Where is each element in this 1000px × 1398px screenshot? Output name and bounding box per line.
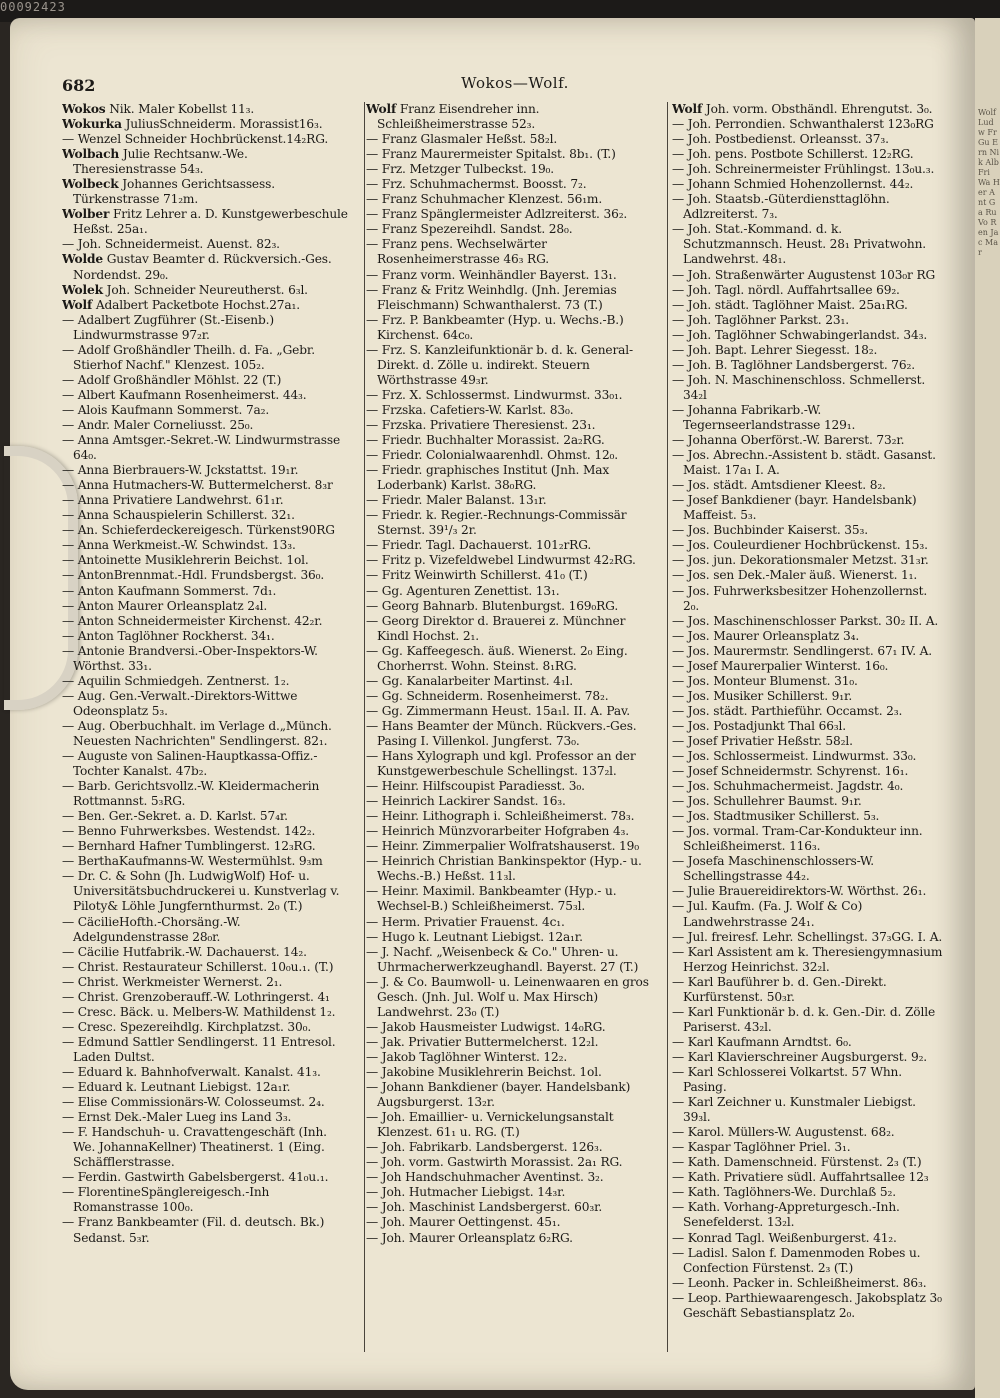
- directory-entry: — Gg. Kaffeegesch. äuß. Wienerst. 2₀ Eing. Chorherrst. Wohn. Steinst. 8₁RG.: [366, 643, 628, 673]
- surname: Wolbach: [62, 147, 120, 162]
- directory-entry: — Kaspar Taglöhner Priel. 3₁.: [672, 1140, 851, 1155]
- directory-entry: — CäcilieHofth.-Chorsäng.-W. Adelgundenstrasse 28₀r.: [62, 914, 241, 944]
- directory-entry: — Joh Handschuhmacher Aventinst. 3₂.: [366, 1170, 604, 1185]
- directory-entry: — Joh. Schreinermeister Frühlingst. 13₀u.₃.: [672, 162, 935, 177]
- directory-entry: — Josef Bankdiener (bayr. Handelsbank) Maffeist. 5₃.: [672, 493, 917, 523]
- directory-entry: — Josefa Maschinenschlossers-W. Schellingstrasse 44₂.: [672, 854, 874, 884]
- directory-entry: — Heinr. Hilfscoupist Paradiesst. 3₀.: [366, 779, 585, 794]
- directory-entry: — J. & Co. Baumwoll- u. Leinenwaaren en gros Gesch. (Jnh. Jul. Wolf u. Max Hirsch) Landwehrst. 23₀ (T.): [366, 974, 649, 1019]
- directory-entry: — Georg Bahnarb. Blutenburgst. 169₀RG.: [366, 598, 619, 613]
- directory-entry: — Jos. Buchbinder Kaiserst. 35₃.: [672, 523, 868, 538]
- directory-entry: — Jakob Taglöhner Winterst. 12₂.: [366, 1049, 568, 1064]
- directory-entry: — Hugo k. Leutnant Liebigst. 12a₁r.: [366, 929, 583, 944]
- directory-entry: — Frz. X. Schlossermst. Lindwurmst. 33₀₁.: [366, 387, 623, 402]
- directory-entry: — Frz. P. Bankbeamter (Hyp. u. Wechs.-B.) Kirchenst. 64c₀.: [366, 312, 624, 342]
- directory-entry: Wolf Adalbert Packetbote Hochst.27a₁.: [62, 297, 300, 312]
- directory-entry: — Dr. C. & Sohn (Jh. LudwigWolf) Hof- u. Universitätsbuchdruckerei u. Kunstverlag v. Piloty& Löhle Jungfernthurmst. 2₀ (T.): [62, 869, 340, 914]
- directory-entry: — Ben. Ger.-Sekret. a. D. Karlst. 57₄r.: [62, 809, 288, 824]
- directory-entry: — Franz Maurermeister Spitalst. 8b₁. (T.): [366, 147, 616, 162]
- directory-entry: — Friedr. graphisches Institut (Jnh. Max Loderbank) Karlst. 38₀RG.: [366, 463, 610, 493]
- directory-entry: — Friedr. Colonialwaarenhdl. Ohmst. 12₀.: [366, 448, 619, 463]
- directory-entry: — Ladisl. Salon f. Damenmoden Robes u. Confection Fürstenst. 2₃ (T.): [672, 1245, 921, 1275]
- surname: Wolbeck: [62, 177, 119, 192]
- directory-entry: — Joh. Hutmacher Liebigst. 14₃r.: [366, 1185, 566, 1200]
- directory-entry: — Frzska. Privatiere Theresienst. 23₁.: [366, 417, 596, 432]
- directory-entry: — Elise Commissionärs-W. Colosseumst. 2₄.: [62, 1095, 325, 1110]
- column-divider: [667, 102, 668, 1352]
- directory-entry: — Karl Funktionär b. d. k. Gen.-Dir. d. Zölle Pariserst. 43₂l.: [672, 1004, 936, 1034]
- directory-entry: — Fritz Weinwirth Schillerst. 41₀ (T.): [366, 568, 588, 583]
- directory-entry: — Heinrich Münzvorarbeiter Hofgraben 4₃.: [366, 824, 630, 839]
- directory-entry: — Joh. Taglöhner Parkst. 23₁.: [672, 312, 849, 327]
- directory-entry: — Jos. Musiker Schillerst. 9₁r.: [672, 688, 853, 703]
- directory-entry: — Franz & Fritz Weinhdlg. (Jnh. Jeremias Fleischmann) Schwanthalerst. 73 (T.): [366, 282, 617, 312]
- directory-entry: — Konrad Tagl. Weißenburgerst. 41₂.: [672, 1230, 897, 1245]
- directory-entry: — Kath. Vorhang-Appreturgesch.-Inh. Senefelderst. 13₂l.: [672, 1200, 900, 1230]
- directory-entry: — FlorentineSpänglereigesch.-Inh Romanstrasse 100₀.: [62, 1185, 270, 1215]
- directory-entry: — Hans Beamter der Münch. Rückvers.-Ges. Pasing I. Villenkol. Jungferst. 73₀.: [366, 718, 637, 748]
- directory-entry: — Joh. Schneidermeist. Auenst. 82₃.: [62, 237, 280, 252]
- directory-entry: — Jos. Maurermstr. Sendlingerst. 67₁ IV. A.: [672, 643, 933, 658]
- directory-entry: — Fritz p. Vizefeldwebel Lindwurmst 42₂RG.: [366, 553, 636, 568]
- directory-entry: — Barb. Gerichtsvollz.-W. Kleidermacherin Rottmannst. 5₃RG.: [62, 779, 320, 809]
- directory-entry: Wolbach Julie Rechtsanw.-We. Theresienstrasse 54₃.: [62, 147, 248, 177]
- directory-entry: — Joh. Maurer Orleansplatz 6₂RG.: [366, 1230, 573, 1245]
- surname: Wokurka: [62, 117, 122, 132]
- directory-entry: — Joh. Postbedienst. Orleansst. 37₃.: [672, 132, 889, 147]
- directory-entry: — Josef Maurerpalier Winterst. 16₀.: [672, 658, 889, 673]
- directory-entry: — Jos. Schuhmachermeist. Jagdstr. 4₀.: [672, 779, 904, 794]
- directory-entry: — Anna Schauspielerin Schillerst. 32₁.: [62, 508, 295, 523]
- directory-entry: Wokurka JuliusSchneiderm. Morassist16₃.: [62, 117, 323, 132]
- directory-entry: — Jos. städt. Amtsdiener Kleest. 8₂.: [672, 478, 886, 493]
- directory-entry: — Jakob Hausmeister Ludwigst. 14₀RG.: [366, 1019, 606, 1034]
- directory-entry: — Heinrich Lackirer Sandst. 16₃.: [366, 794, 566, 809]
- directory-entry: Wolek Joh. Schneider Neureutherst. 6₃l.: [62, 282, 308, 297]
- directory-entry: — Adalbert Zugführer (St.-Eisenb.) Lindwurmstrasse 97₂r.: [62, 312, 274, 342]
- directory-entry: — Anton Taglöhner Rockherst. 34₁.: [62, 628, 275, 643]
- directory-entry: — Wenzel Schneider Hochbrückenst.14₂RG.: [62, 132, 329, 147]
- directory-entry: — Friedr. k. Regier.-Rechnungs-Commissär Sternst. 39¹/₃ 2r.: [366, 508, 627, 538]
- directory-entry: — Anna Privatiere Landwehrst. 61₁r.: [62, 493, 284, 508]
- directory-entry: — Jos. Maschinenschlosser Parkst. 30₂ II. A.: [672, 613, 939, 628]
- directory-entry: — Aug. Gen.-Verwalt.-Direktors-Wittwe Odeonsplatz 5₃.: [62, 688, 298, 718]
- directory-entry: — Aug. Oberbuchhalt. im Verlage d.„Münch. Neuesten Nachrichten" Sendlingerst. 82₁.: [62, 718, 332, 748]
- directory-entry: — Josef Schneidermstr. Schyrenst. 16₁.: [672, 764, 909, 779]
- directory-entry: — Karl Klavierschreiner Augsburgerst. 9₂.: [672, 1049, 928, 1064]
- directory-entry: — Joh. vorm. Gastwirth Morassist. 2a₁ RG.: [366, 1155, 623, 1170]
- directory-entry: — Cresc. Spezereihdlg. Kirchplatzst. 30₀.: [62, 1019, 312, 1034]
- directory-entry: — Eduard k. Leutnant Liebigst. 12a₁r.: [62, 1080, 291, 1095]
- directory-entry: — Franz Schuhmacher Klenzest. 56₁m.: [366, 192, 603, 207]
- directory-entry: — Frz. Metzger Tulbeckst. 19₀.: [366, 162, 555, 177]
- directory-entry: — Franz Spezereihdl. Sandst. 28₀.: [366, 222, 573, 237]
- directory-entry: — Ferdin. Gastwirth Gabelsbergerst. 41₀u.₁.: [62, 1170, 329, 1185]
- directory-entry: — Heinr. Lithograph i. Schleißheimerst. 78₃.: [366, 809, 635, 824]
- directory-entry: — Ernst Dek.-Maler Lueg ins Land 3₃.: [62, 1110, 292, 1125]
- surname: Wolf: [672, 102, 703, 116]
- directory-entry: — An. Schieferdeckereigesch. Türkenst90RG: [62, 523, 335, 538]
- surname: Wolber: [62, 207, 110, 222]
- directory-entry: — Joh. Stat.-Kommand. d. k. Schutzmannsch. Heust. 28₁ Privatwohn. Landwehrst. 48₁.: [672, 222, 927, 267]
- directory-entry: — Jul. Kaufm. (Fa. J. Wolf & Co) Landwehrstrasse 24₁.: [672, 899, 863, 929]
- directory-entry: — BerthaKaufmanns-W. Westermühlst. 9₃m: [62, 854, 323, 869]
- directory-entry: — Adolf Großhändler Theilh. d. Fa. „Gebr. Stierhof Nachf." Klenzest. 105₂.: [62, 342, 315, 372]
- directory-entry: — Antonie Brandversi.-Ober-Inspektors-W. Wörthst. 33₁.: [62, 643, 318, 673]
- directory-entry: — Bernhard Hafner Tumblingerst. 12₃RG.: [62, 839, 316, 854]
- directory-entry: — Joh. Maschinist Landsbergerst. 60₃r.: [366, 1200, 603, 1215]
- directory-entry: — Jos. Abrechn.-Assistent b. städt. Gasanst. Maist. 17a₁ I. A.: [672, 448, 936, 478]
- directory-entry: — Jakobine Musiklehrerin Beichst. 1ol.: [366, 1065, 602, 1079]
- directory-entry: — Joh. Staatsb.-Güterdiensttaglöhn. Adlzreiterst. 7₃.: [672, 192, 890, 222]
- directory-entry: — Eduard k. Bahnhofverwalt. Kanalst. 41₃.: [62, 1065, 321, 1079]
- directory-entry: — Joh. Taglöhner Schwabingerlandst. 34₃.: [672, 327, 928, 342]
- directory-entry: — Christ. Werkmeister Wernerst. 2₁.: [62, 974, 283, 989]
- directory-entry: — Joh. Perrondien. Schwanthalerst 123₀RG: [672, 117, 934, 132]
- directory-entry: — Franz Spänglermeister Adlzreiterst. 36₂.: [366, 207, 628, 222]
- directory-entry: — F. Handschuh- u. Cravattengeschäft (Inh. We. JohannaKellner) Theatinerst. 1 (Eing. Schäfflerstrasse.: [62, 1125, 327, 1170]
- directory-entry: — Cresc. Bäck. u. Melbers-W. Mathildenst 1₂.: [62, 1004, 336, 1019]
- directory-entry: — Andr. Maler Corneliusst. 25₀.: [62, 417, 254, 432]
- directory-entry: — Joh. Maurer Oettingenst. 45₁.: [366, 1215, 561, 1230]
- directory-entry: — Jos. Fuhrwerksbesitzer Hohenzollernst. 2₀.: [672, 583, 928, 613]
- directory-entry: — Adolf Großhändler Möhlst. 22 (T.): [62, 372, 282, 387]
- directory-entry: — Frz. S. Kanzleifunktionär b. d. k. General-Direkt. d. Zölle u. indirekt. Steuern Wörthstrasse 49₃r.: [366, 342, 633, 387]
- directory-entry: — Jak. Privatier Buttermelcherst. 12₂l.: [366, 1034, 599, 1049]
- directory-entry: — Jos. Schlossermeist. Lindwurmst. 33₀.: [672, 749, 917, 764]
- surname: Wolf: [62, 297, 93, 312]
- directory-entry: — Joh. Straßenwärter Augustenst 103₀r RG: [672, 267, 936, 282]
- directory-entry: — Frzska. Cafetiers-W. Karlst. 83₀.: [366, 402, 574, 417]
- directory-column-1: [62, 102, 362, 1372]
- directory-entry: — Franz pens. Wechselwärter Rosenheimerstrasse 46₃ RG.: [366, 237, 549, 267]
- directory-entry: — Kath. Taglöhners-We. Durchlaß 5₂.: [672, 1185, 896, 1200]
- directory-entry: — Joh. städt. Taglöhner Maist. 25a₁RG.: [672, 297, 908, 312]
- directory-entry: — Anton Kaufmann Sommerst. 7d₁.: [62, 583, 277, 598]
- directory-entry: — Christ. Restaurateur Schillerst. 10₀u.₁. (T.): [62, 959, 334, 974]
- scan-id-label: 00092423: [0, 0, 66, 14]
- directory-entry: — Anna Hutmachers-W. Buttermelcherst. 8₃r: [62, 478, 333, 493]
- directory-entry: — Karl Zeichner u. Kunstmaler Liebigst. 39₃l.: [672, 1095, 916, 1125]
- directory-entry: — Edmund Sattler Sendlingerst. 11 Entresol. Laden Dultst.: [62, 1034, 336, 1064]
- directory-entry: — Friedr. Buchhalter Morassist. 2a₂RG.: [366, 433, 605, 448]
- column-divider: [364, 102, 365, 1352]
- directory-entry: — Alois Kaufmann Sommerst. 7a₂.: [62, 402, 270, 417]
- running-header: Wokos—Wolf.: [461, 74, 569, 92]
- next-page-edge: [975, 18, 1000, 1398]
- directory-entry: — Karl Schlosserei Volkartst. 57 Whn. Pasing.: [672, 1065, 902, 1095]
- directory-entry: — Albert Kaufmann Rosenheimerst. 44₃.: [62, 387, 307, 402]
- directory-entry: — Herm. Privatier Frauenst. 4c₁.: [366, 914, 565, 929]
- directory-entry: — Gg. Agenturen Zenettist. 13₁.: [366, 583, 560, 598]
- directory-column-2: [366, 102, 660, 1372]
- surname: Wolde: [62, 252, 103, 267]
- directory-entry: Wolde Gustav Beamter d. Rückversich.-Ges. Nordendst. 29₀.: [62, 252, 332, 282]
- directory-entry: — Joh. Tagl. nördl. Auffahrtsallee 69₂.: [672, 282, 900, 297]
- directory-entry: — J. Nachf. „Weisenbeck & Co." Uhren- u. Uhrmacherwerkzeughandl. Bayerst. 27 (T.): [366, 944, 639, 974]
- directory-entry: — Johann Bankdiener (bayer. Handelsbank) Augsburgerst. 13₂r.: [366, 1080, 631, 1110]
- directory-entry: — Jos. jun. Dekorationsmaler Metzst. 31₃r.: [672, 553, 929, 568]
- directory-column-3: [672, 102, 954, 1372]
- directory-entry: — Anna Bierbrauers-W. Jckstattst. 19₁r.: [62, 463, 299, 478]
- directory-entry: — Franz Glasmaler Heßst. 58₂l.: [366, 132, 558, 147]
- directory-entry: Wolf Franz Eisendreher inn. Schleißheimerstrasse 52₃.: [366, 102, 540, 132]
- directory-entry: — Joh. B. Taglöhner Landsbergerst. 76₂.: [672, 357, 915, 372]
- directory-entry: Wolber Fritz Lehrer a. D. Kunstgewerbeschule Heßst. 25a₁.: [62, 207, 348, 237]
- directory-entry: — Heinr. Zimmerpalier Wolfratshauserst. 19₀: [366, 839, 639, 854]
- directory-entry: — Joh. pens. Postbote Schillerst. 12₂RG.: [672, 147, 914, 162]
- directory-entry: — Joh. Fabrikarb. Landsbergerst. 126₃.: [366, 1140, 603, 1155]
- directory-entry: — Frz. Schuhmachermst. Boosst. 7₂.: [366, 177, 587, 192]
- directory-entry: Wolf Joh. vorm. Obsthändl. Ehrengutst. 3₀.: [672, 102, 933, 116]
- directory-entry: — Georg Direktor d. Brauerei z. Münchner Kindl Hochst. 2₁.: [366, 613, 626, 643]
- directory-entry: — Karl Bauführer b. d. Gen.-Direkt. Kurfürstenst. 50₃r.: [672, 974, 887, 1004]
- directory-entry: — Gg. Zimmermann Heust. 15a₁l. II. A. Pav.: [366, 703, 631, 718]
- directory-entry: — Antoinette Musiklehrerin Beichst. 1ol.: [62, 553, 309, 568]
- directory-entry: — Heinrich Christian Bankinspektor (Hyp.- u. Wechs.-B.) Heßst. 11₃l.: [366, 854, 642, 884]
- directory-entry: — Anton Maurer Orleansplatz 2₄l.: [62, 598, 268, 613]
- directory-entry: — Johanna Oberförst.-W. Barerst. 73₂r.: [672, 433, 905, 448]
- directory-entry: — Anton Schneidermeister Kirchenst. 42₂r.: [62, 613, 323, 628]
- directory-entry: — Auguste von Salinen-Hauptkassa-Offiz.-Tochter Kanalst. 47b₂.: [62, 749, 318, 779]
- directory-entry: — Jos. Couleurdiener Hochbrückenst. 15₃.: [672, 538, 928, 553]
- directory-entry: — Friedr. Maler Balanst. 13₁r.: [366, 493, 547, 508]
- directory-entry: — Aquilin Schmiedgeh. Zentnerst. 1₂.: [62, 673, 290, 688]
- directory-entry: — Karl Assistent am k. Theresiengymnasium Herzog Heinrichst. 32₂l.: [672, 944, 943, 974]
- directory-entry: — Jos. Schullehrer Baumst. 9₁r.: [672, 794, 862, 809]
- directory-entry: — Franz vorm. Weinhändler Bayerst. 13₁.: [366, 267, 617, 282]
- directory-entry: — Friedr. Tagl. Dachauerst. 101₂rRG.: [366, 538, 592, 553]
- directory-entry: — Jos. städt. Parthieführ. Occamst. 2₃.: [672, 703, 903, 718]
- directory-entry: — Karl Kaufmann Arndtst. 6₀.: [672, 1034, 852, 1049]
- directory-entry: Wokos Nik. Maler Kobellst 11₃.: [62, 102, 255, 116]
- directory-entry: — Joh. Emaillier- u. Vernickelungsanstalt Klenzest. 61₁ u. RG. (T.): [366, 1110, 614, 1140]
- directory-entry: — Jos. vormal. Tram-Car-Kondukteur inn. Schleißheimerst. 116₃.: [672, 824, 923, 854]
- directory-entry: — Kath. Privatiere südl. Auffahrtsallee 12₃: [672, 1170, 929, 1185]
- directory-entry: — Cäcilie Hutfabrik.-W. Dachauerst. 14₂.: [62, 944, 307, 959]
- directory-entry: — Benno Fuhrwerksbes. Westendst. 142₂.: [62, 824, 316, 839]
- directory-entry: — Joh. N. Maschinenschloss. Schmellerst. 34₂l: [672, 372, 926, 402]
- directory-entry: — Gg. Kanalarbeiter Martinst. 4₁l.: [366, 673, 573, 688]
- directory-entry: — Leonh. Packer in. Schleißheimerst. 86₃.: [672, 1275, 927, 1290]
- directory-entry: — Joh. Bapt. Lehrer Siegesst. 18₂.: [672, 342, 878, 357]
- directory-entry: — Jul. freiresf. Lehr. Schellingst. 37₃GG. I. A.: [672, 929, 943, 944]
- directory-entry: — Julie Brauereidirektors-W. Wörthst. 26₁.: [672, 884, 927, 899]
- directory-entry: — Karol. Müllers-W. Augustenst. 68₂.: [672, 1125, 895, 1140]
- page-number: 682: [62, 76, 96, 95]
- directory-entry: — Anna Amtsger.-Sekret.-W. Lindwurmstrasse 64₀.: [62, 433, 341, 463]
- directory-entry: — Jos. Stadtmusiker Schillerst. 5₃.: [672, 809, 880, 824]
- directory-entry: — Jos. Monteur Blumenst. 31₀.: [672, 673, 858, 688]
- directory-entry: — Leop. Parthiewaarengesch. Jakobsplatz 3₀ Geschäft Sebastiansplatz 2₀.: [672, 1290, 942, 1320]
- directory-entry: — Christ. Grenzoberauff.-W. Lothringerst. 4₁: [62, 989, 330, 1004]
- surname: Wokos: [62, 102, 106, 116]
- directory-entry: — Heinr. Maximil. Bankbeamter (Hyp.- u. Wechsel-B.) Schleißheimerst. 75₃l.: [366, 884, 617, 914]
- directory-entry: Wolbeck Johannes Gerichtsassess. Türkenstrasse 71₂m.: [62, 177, 275, 207]
- directory-entry: — Gg. Schneiderm. Rosenheimerst. 78₂.: [366, 688, 609, 703]
- directory-entry: — Josef Privatier Heßstr. 58₂l.: [672, 733, 853, 748]
- surname: Wolf: [366, 102, 397, 116]
- directory-entry: — AntonBrennmat.-Hdl. Frundsbergst. 36₀.: [62, 568, 325, 583]
- directory-entry: — Hans Xylograph und kgl. Professor an der Kunstgewerbeschule Schellingst. 137₂l.: [366, 749, 636, 779]
- directory-entry: — Anna Werkmeist.-W. Schwindst. 13₃.: [62, 538, 296, 553]
- next-page-edge-text: Wolf Ludw Fr Gu Ern Nik Alb Fri Wa Her Ant Ga Ru Vo Ren Jac Mar: [978, 108, 1000, 257]
- directory-entry: — Jos. Maurer Orleansplatz 3₄.: [672, 628, 860, 643]
- directory-entry: — Jos. sen Dek.-Maler äuß. Wienerst. 1₁.: [672, 568, 918, 583]
- directory-entry: — Jos. Postadjunkt Thal 66₃l.: [672, 718, 847, 733]
- directory-entry: — Johanna Fabrikarb.-W. Tegernseerlandstrasse 129₁.: [672, 402, 856, 432]
- directory-entry: — Johann Schmied Hohenzollernst. 44₂.: [672, 177, 914, 192]
- directory-entry: — Franz Bankbeamter (Fil. d. deutsch. Bk.) Sedanst. 5₃r.: [62, 1215, 325, 1245]
- directory-entry: — Kath. Damenschneid. Fürstenst. 2₃ (T.): [672, 1155, 922, 1170]
- surname: Wolek: [62, 282, 103, 297]
